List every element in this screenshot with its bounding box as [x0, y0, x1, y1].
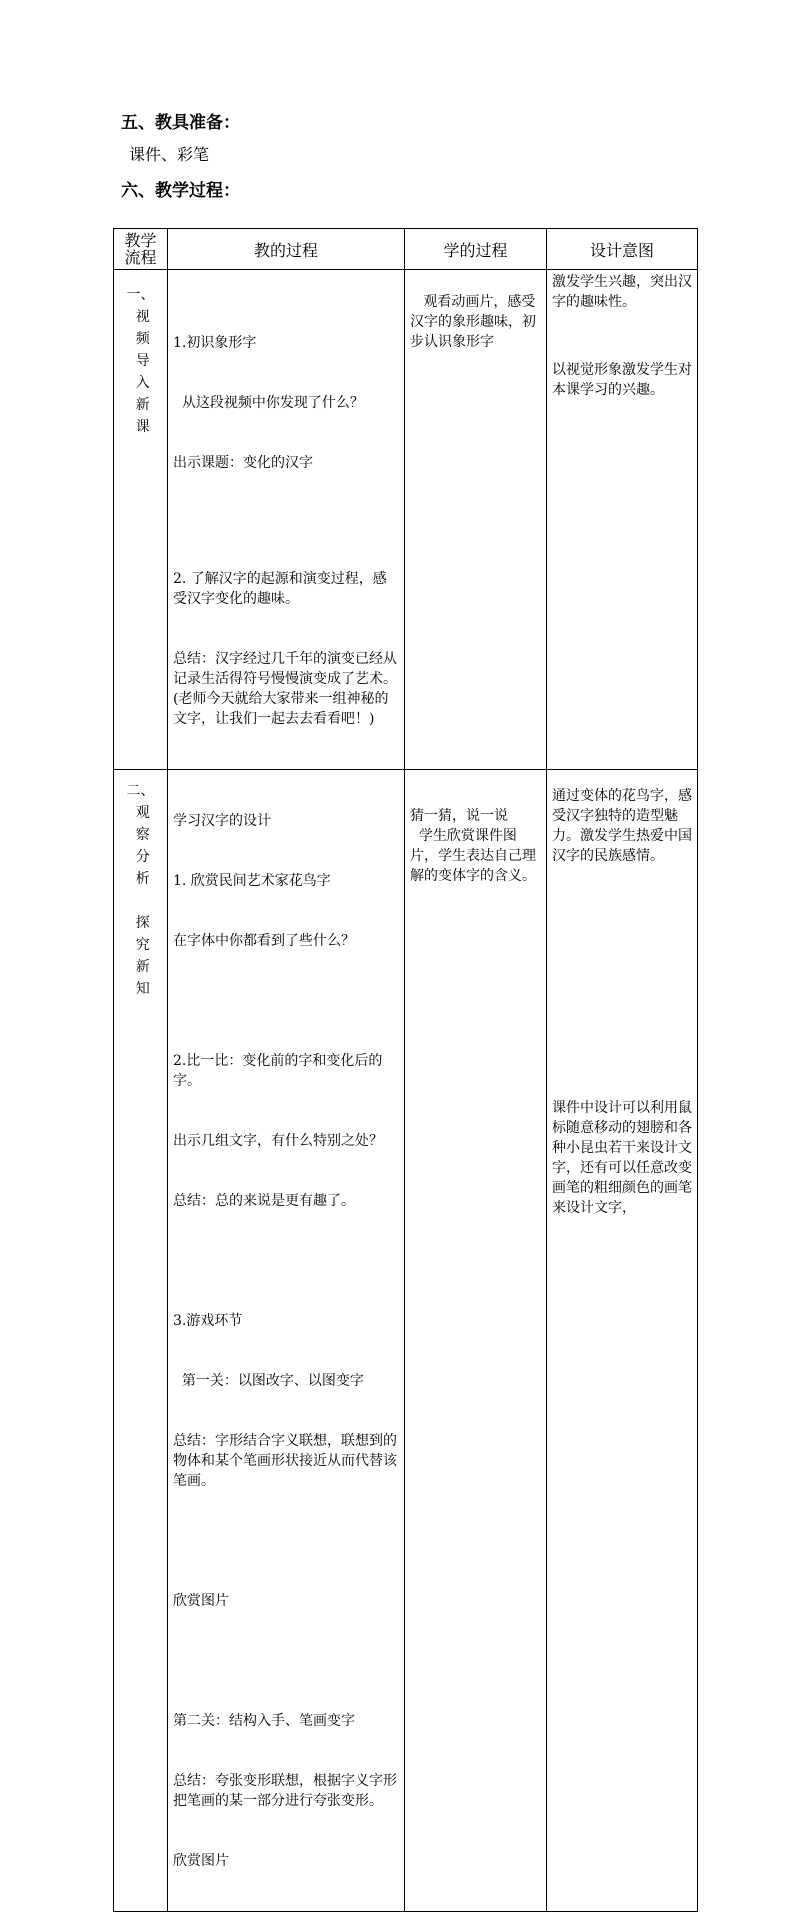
design-cell	[547, 270, 698, 770]
flow-cell	[114, 270, 168, 770]
table-header-row	[114, 229, 698, 270]
flow-text: 一、 视 频 导 入 新 课	[126, 287, 155, 435]
table-row	[114, 270, 698, 770]
design-text: 通过变体的花鸟字，感受汉字独特的造型魅力。激发学生热爱中国汉字的民族感情。	[552, 788, 692, 864]
learn-cell	[405, 770, 547, 1912]
header-flow	[114, 229, 168, 270]
teach-gap	[173, 1251, 400, 1271]
design-text: 激发学生兴趣，突出汉字的趣味性。	[552, 274, 692, 310]
header-design: 设计意图	[547, 229, 698, 270]
teach-line: 出示几组文字，有什么特别之处？	[173, 1133, 383, 1149]
teach-line: 在字体中你都看到了些什么？	[173, 933, 355, 949]
header-flow-line: 教学	[124, 231, 157, 250]
teaching-process-table	[113, 228, 698, 1912]
teach-line: 1. 欣赏民间艺术家花鸟字	[173, 873, 331, 889]
teach-line: 3.游戏环节	[173, 1313, 243, 1329]
teach-line: 总结：字形结合字义联想，联想到的物体和某个笔画形状接近从而代替该笔画。	[173, 1433, 397, 1489]
teach-line: 总结：夸张变形联想，根据字义字形把笔画的某一部分进行夸张变形。	[173, 1773, 397, 1809]
teach-line: 2.比一比：变化前的字和变化后的字。	[173, 1053, 383, 1089]
teach-line: 总结：汉字经过几千年的演变已经从记录生活得符号慢慢演变成了艺术。(老师今天就给大家带来一组神秘的文字，让我们一起去去看看吧！)	[173, 651, 397, 727]
learn-cell	[405, 270, 547, 770]
teach-cell	[168, 270, 405, 770]
teach-gap	[173, 513, 400, 529]
section-5-heading: 五、教具准备：	[121, 113, 240, 133]
header-flow-line: 流程	[124, 248, 157, 267]
teach-line: 第二关：结构入手、笔画变字	[173, 1713, 355, 1729]
flow-cell	[114, 770, 168, 1912]
teach-gap	[173, 1531, 400, 1551]
teach-line: 第一关：以图改字、以图变字	[173, 1373, 364, 1389]
table-row	[114, 770, 698, 1912]
teach-line: 总结：总的来说是更有趣了。	[173, 1193, 355, 1209]
flow-text: 二、 观 察 分 析 探 究 新 知	[126, 783, 155, 997]
teach-line: 欣赏图片	[173, 1593, 229, 1609]
teach-gap	[173, 1651, 400, 1671]
learn-text: 观看动画片，感受汉字的象形趣味，初步认识象形字	[410, 294, 536, 350]
teach-line: 从这段视频中你发现了什么？	[173, 395, 364, 411]
header-learn: 学的过程	[405, 229, 547, 270]
teach-line: 欣赏图片	[173, 1853, 229, 1869]
teach-line: 1.初识象形字	[173, 335, 257, 351]
design-cell	[547, 770, 698, 1912]
design-text: 以视觉形象激发学生对本课学习的兴趣。	[552, 362, 692, 398]
teach-cell	[168, 770, 405, 1912]
header-teach: 教的过程	[168, 229, 405, 270]
teach-line: 出示课题：变化的汉字	[173, 455, 313, 471]
teach-gap	[173, 991, 400, 1011]
learn-text: 猜一猜，说一说 学生欣赏课件图片，学生表达自己理解的变体字的含义。	[410, 808, 536, 884]
design-text: 课件中设计可以利用鼠标随意移动的翅膀和各种小昆虫若干来设计文字，还有可以任意改变画笔的粗细颜色的画笔来设计文字，	[552, 1100, 692, 1216]
teach-line: 学习汉字的设计	[173, 813, 271, 829]
section-5-content: 课件、彩笔	[129, 145, 210, 164]
section-6-heading: 六、教学过程：	[121, 181, 240, 201]
teach-line: 2. 了解汉字的起源和演变过程，感受汉字变化的趣味。	[173, 571, 387, 607]
